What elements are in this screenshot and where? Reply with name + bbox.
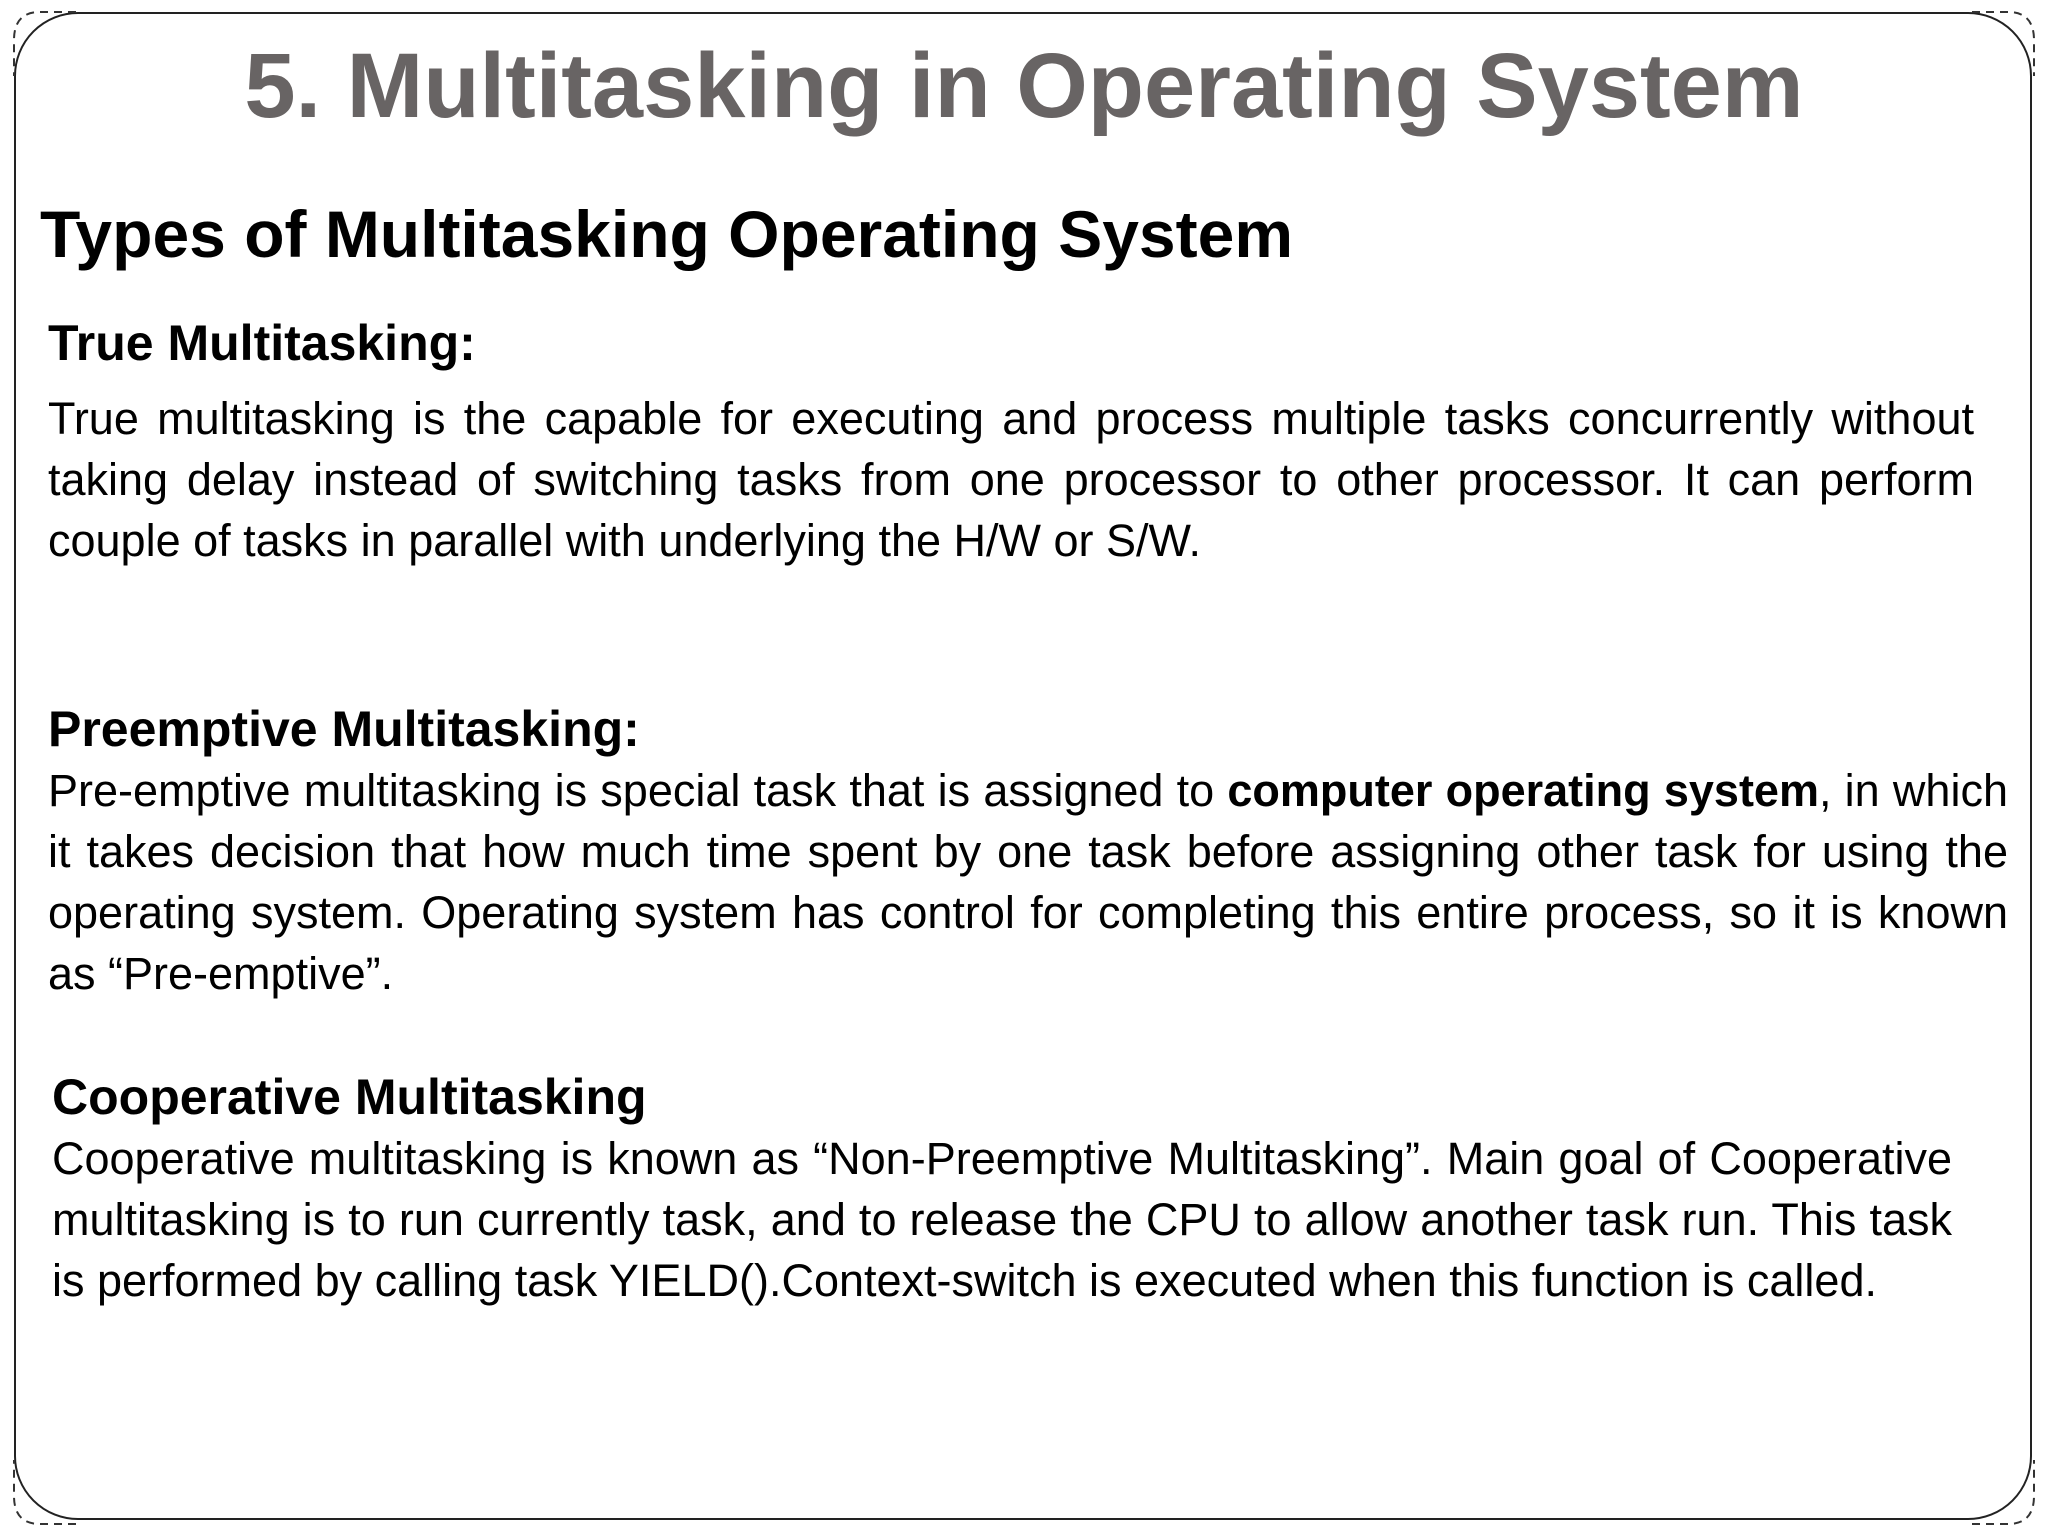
preemptive-body-bold: computer operating system <box>1227 765 1819 816</box>
corner-mark-bottom-left <box>6 1458 78 1530</box>
preemptive-multitasking-section <box>48 698 2008 1004</box>
preemptive-body-text-2: , in which it takes decision that how much time spent by one task before assigning other task for using the operating system. Operating system has control for completing this entire process, so it is known as “Pre-emptive”. <box>48 765 2008 999</box>
preemptive-multitasking-heading: Preemptive Multitasking: <box>48 701 640 757</box>
true-multitasking-section <box>48 312 1974 571</box>
cooperative-multitasking-section <box>52 1066 1952 1311</box>
cooperative-multitasking-heading: Cooperative Multitasking <box>52 1069 647 1125</box>
cooperative-multitasking-body: Cooperative multitasking is known as “Non-Preemptive Multitasking”. Main goal of Cooperative multitasking is to run currently task, and to release the CPU to allow another task run. This task is performed by calling task YIELD().Context-switch is executed when this function is called. <box>52 1133 1952 1306</box>
true-multitasking-body: True multitasking is the capable for executing and process multiple tasks concurrently without taking delay instead of switching tasks from one processor to other processor. It can perform couple of tasks in parallel with underlying the H/W or S/W. <box>48 393 1974 566</box>
section-heading: Types of Multitasking Operating System <box>40 197 1294 271</box>
corner-mark-bottom-right <box>1970 1458 2042 1530</box>
preemptive-multitasking-body <box>48 760 2008 1004</box>
true-multitasking-heading: True Multitasking: <box>48 315 476 371</box>
slide-title: 5. Multitasking in Operating System <box>244 35 1804 137</box>
preemptive-body-text-1: Pre-emptive multitasking is special task that is assigned to <box>48 765 1228 816</box>
